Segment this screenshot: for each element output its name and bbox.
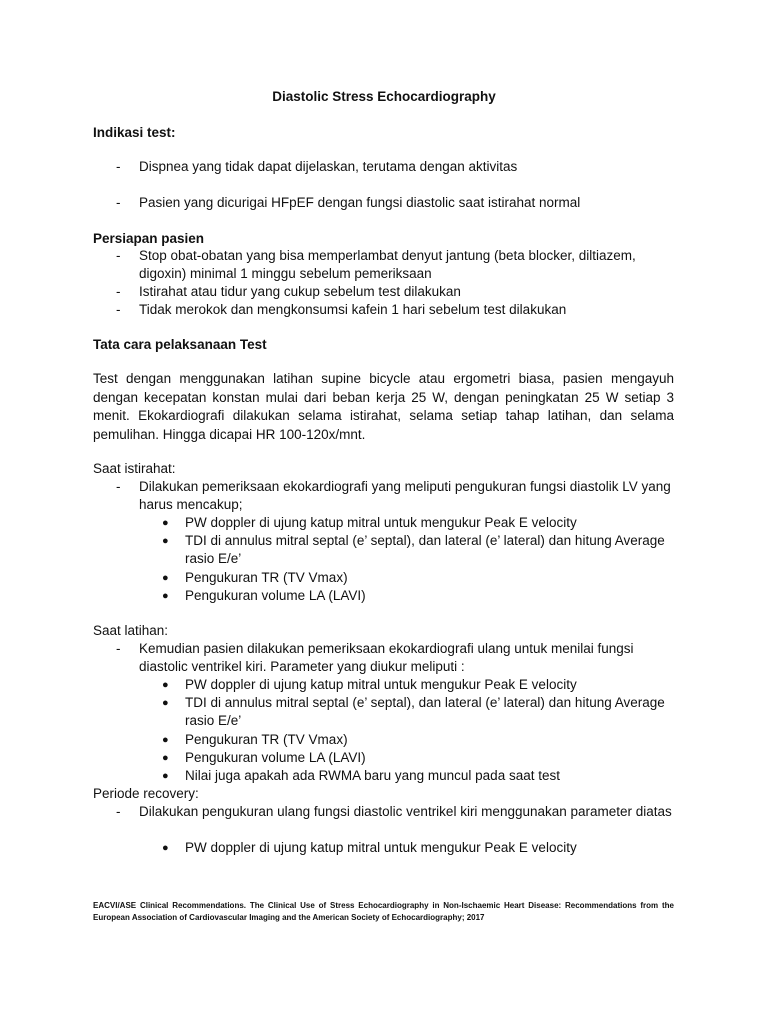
recovery-heading: Periode recovery:	[93, 786, 199, 801]
bullet-marker: ●	[162, 842, 169, 854]
persiapan-item-text: Stop obat-obatan yang bisa memperlambat denyut jantung (beta blocker, diltiazem, digoxin) minimal 1 minggu sebelum pemeriksaan	[139, 248, 636, 281]
bullet-marker: ●	[162, 752, 169, 764]
recovery-bullet-text: PW doppler di ujung katup mitral untuk mengukur Peak E velocity	[185, 840, 577, 855]
dash-marker: -	[116, 479, 121, 494]
bullet-marker: ●	[162, 590, 169, 602]
tatacara-paragraph: Test dengan menggunakan latihan supine bicycle atau ergometri biasa, pasien mengayuh dengan kecepatan konstan mulai dari beban kerja 25 W, dengan peningkatan 25 W setiap 3 menit. Ekokardiografi dilakukan selama istirahat, selama setiap tahap latihan, dan selama pemulihan. Hingga dicapai HR 100-120x/mnt.	[93, 371, 674, 442]
istirahat-heading: Saat istirahat:	[93, 461, 176, 476]
indikasi-item-text: Dispnea yang tidak dapat dijelaskan, terutama dengan aktivitas	[139, 159, 518, 174]
document-title: Diastolic Stress Echocardiography	[272, 89, 496, 104]
latihan-heading: Saat latihan:	[93, 623, 169, 638]
bullet-marker: ●	[162, 517, 169, 529]
latihan-bullet-text: Pengukuran volume LA (LAVI)	[185, 750, 366, 765]
indikasi-item-text: Pasien yang dicurigai HFpEF dengan fungsi diastolic saat istirahat normal	[139, 195, 581, 210]
dash-marker: -	[116, 641, 121, 656]
latihan-bullet-text: Pengukuran TR (TV Vmax)	[185, 732, 348, 747]
dash-marker: -	[116, 248, 121, 263]
bullet-marker: ●	[162, 679, 169, 691]
istirahat-item-text: Dilakukan pemeriksaan ekokardiografi yang meliputi pengukuran fungsi diastolik LV yang harus mencakup;	[139, 479, 671, 512]
dash-marker: -	[116, 195, 121, 210]
reference-footnote: EACVI/ASE Clinical Recommendations. The Clinical Use of Stress Echocardiography in Non-Ischaemic Heart Disease: Recommendations from the European Association of Cardiovascular Imaging and the American Society of Echocardiography; 2017	[93, 901, 674, 922]
bullet-marker: ●	[162, 770, 169, 782]
bullet-marker: ●	[162, 572, 169, 584]
latihan-bullet-text: PW doppler di ujung katup mitral untuk mengukur Peak E velocity	[185, 677, 577, 692]
persiapan-item-text: Istirahat atau tidur yang cukup sebelum test dilakukan	[139, 284, 461, 299]
dash-marker: -	[116, 302, 121, 317]
istirahat-bullet-text: PW doppler di ujung katup mitral untuk mengukur Peak E velocity	[185, 515, 577, 530]
bullet-marker: ●	[162, 697, 169, 709]
persiapan-heading: Persiapan pasien	[93, 231, 205, 246]
persiapan-item-text: Tidak merokok dan mengkonsumsi kafein 1 hari sebelum test dilakukan	[139, 302, 567, 317]
latihan-bullet-text: TDI di annulus mitral septal (e’ septal), dan lateral (e’ lateral) dan hitung Average rasio E/e’	[185, 695, 665, 728]
tatacara-heading: Tata cara pelaksanaan Test	[93, 337, 267, 352]
dash-marker: -	[116, 159, 121, 174]
dash-marker: -	[116, 804, 121, 819]
dash-marker: -	[116, 284, 121, 299]
latihan-bullet-text: Nilai juga apakah ada RWMA baru yang muncul pada saat test	[185, 768, 560, 783]
bullet-marker: ●	[162, 535, 169, 547]
istirahat-bullet-text: Pengukuran volume LA (LAVI)	[185, 588, 366, 603]
istirahat-bullet-text: Pengukuran TR (TV Vmax)	[185, 570, 348, 585]
indikasi-heading: Indikasi test:	[93, 125, 176, 140]
recovery-item-text: Dilakukan pengukuran ulang fungsi diastolic ventrikel kiri menggunakan parameter diatas	[139, 804, 672, 819]
latihan-item-text: Kemudian pasien dilakukan pemeriksaan ekokardiografi ulang untuk menilai fungsi diastolic ventrikel kiri. Parameter yang diukur meliputi :	[139, 641, 634, 674]
istirahat-bullet-text: TDI di annulus mitral septal (e’ septal), dan lateral (e’ lateral) dan hitung Average rasio E/e’	[185, 533, 665, 566]
bullet-marker: ●	[162, 734, 169, 746]
